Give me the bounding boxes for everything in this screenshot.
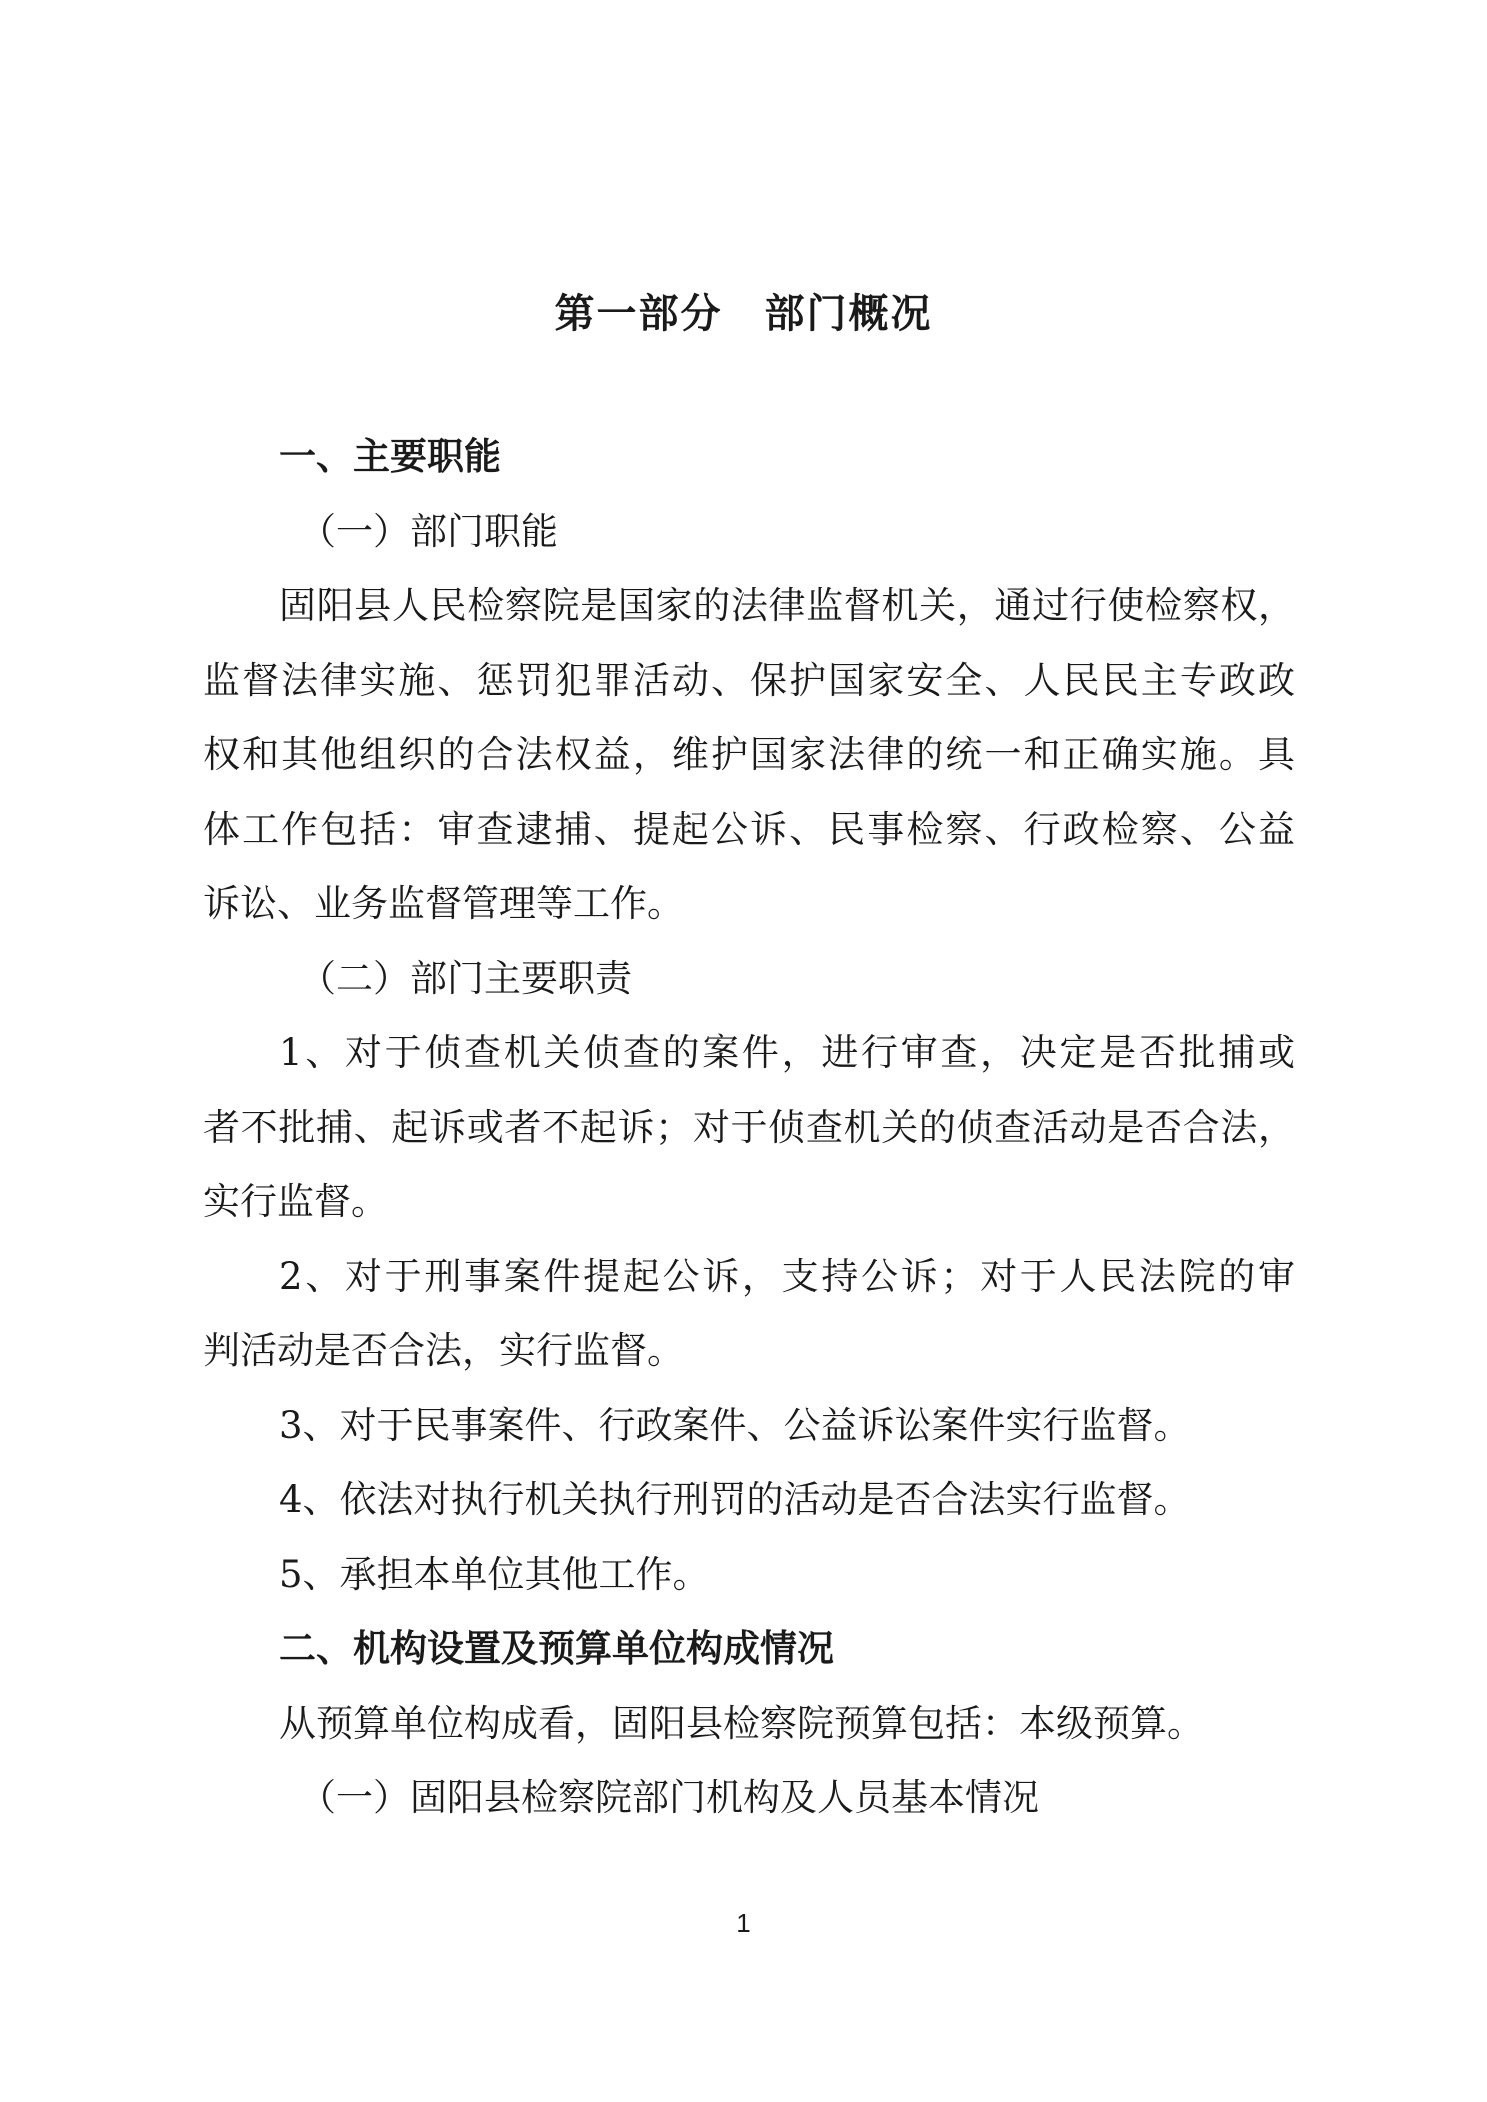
subsection-heading: （二）部门主要职责	[299, 956, 632, 1000]
section-heading: 一、主要职能	[279, 435, 501, 478]
paragraph-first-line: 1、对于侦查机关侦查的案件，进行审查，决定是否批捕或	[279, 1031, 1295, 1074]
list-item: 5、承担本单位其他工作。	[279, 1552, 710, 1596]
paragraph-line: 体工作包括：审查逮捕、提起公诉、民事检察、行政检察、公益	[203, 807, 1295, 851]
paragraph-last-line: 诉讼、业务监督管理等工作。	[203, 882, 684, 925]
section-heading: 二、机构设置及预算单位构成情况	[279, 1627, 834, 1670]
title-part: 第一部分	[554, 290, 723, 337]
paragraph-last-line: 实行监督。	[203, 1180, 388, 1223]
subsection-heading: （一）固阳县检察院部门机构及人员基本情况	[299, 1776, 1039, 1819]
title-name: 部门概况	[764, 290, 933, 337]
paragraph-first-line: 固阳县人民检察院是国家的法律监督机关，通过行使检察权，	[279, 584, 1295, 627]
list-item: 从预算单位构成看，固阳县检察院预算包括：本级预算。	[279, 1701, 1204, 1745]
document-body	[203, 420, 1295, 1836]
list-item: 3、对于民事案件、行政案件、公益诉讼案件实行监督。	[279, 1403, 1191, 1447]
page-title	[0, 282, 1487, 339]
paragraph-first-line: 2、对于刑事案件提起公诉，支持公诉；对于人民法院的审	[279, 1254, 1295, 1298]
paragraph-line: 监督法律实施、惩罚犯罪活动、保护国家安全、人民民主专政政	[203, 658, 1295, 702]
paragraph-line: 权和其他组织的合法权益，维护国家法律的统一和正确实施。具	[203, 733, 1295, 776]
subsection-heading: （一）部门职能	[299, 509, 558, 553]
list-item: 4、依法对执行机关执行刑罚的活动是否合法实行监督。	[279, 1478, 1191, 1521]
paragraph-line: 者不批捕、起诉或者不起诉；对于侦查机关的侦查活动是否合法，	[203, 1105, 1295, 1149]
paragraph-last-line: 判活动是否合法，实行监督。	[203, 1329, 684, 1372]
page-number: 1	[736, 1908, 751, 1938]
